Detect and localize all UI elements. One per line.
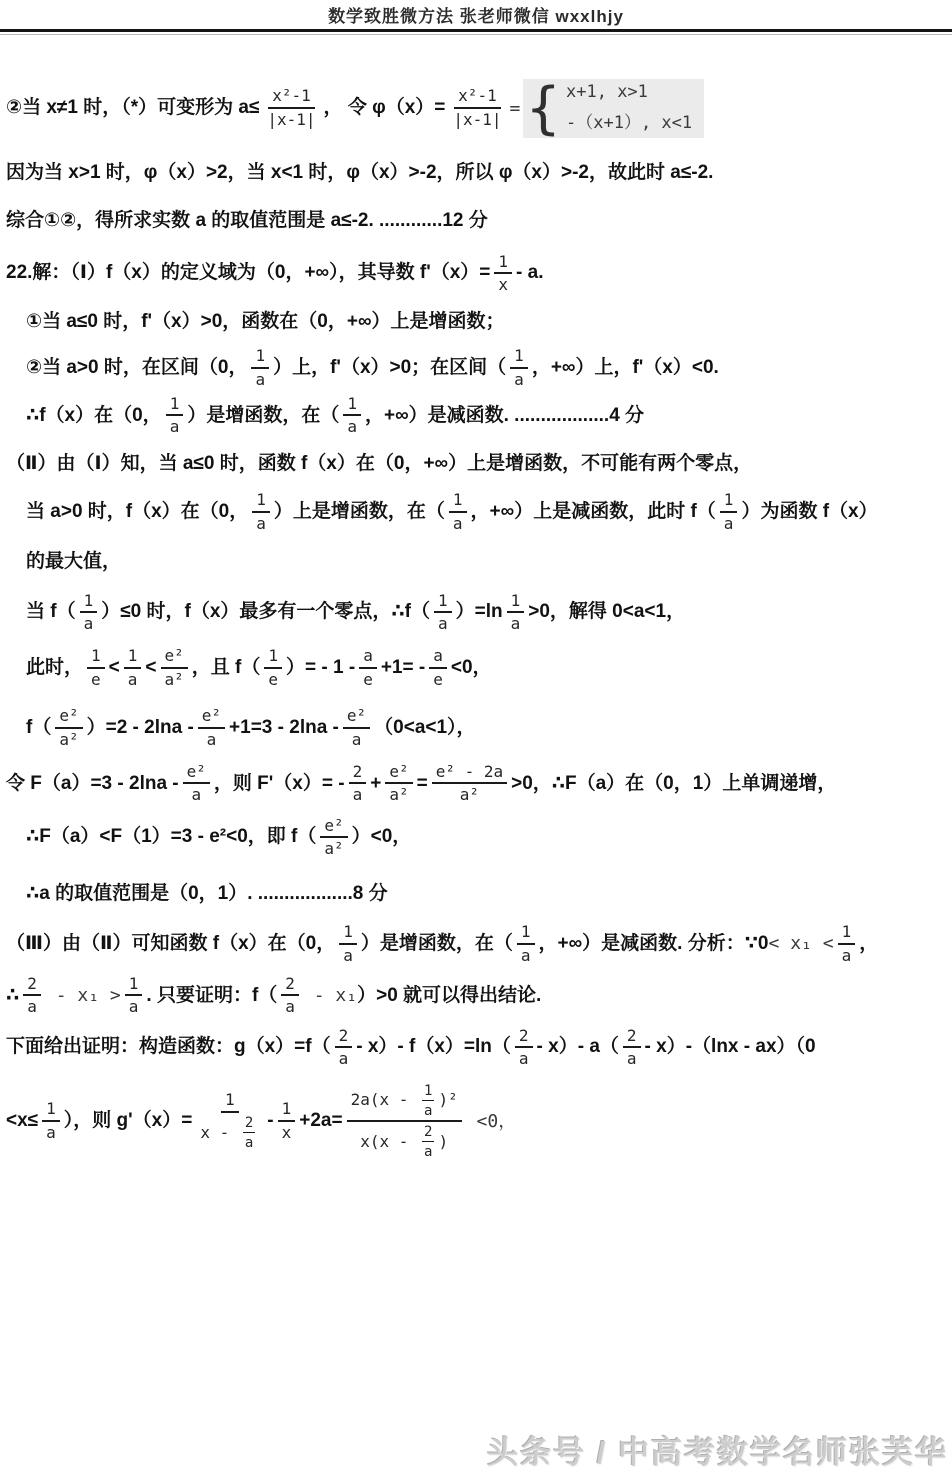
denominator: a bbox=[518, 1049, 529, 1069]
math-text: - x）- f（x）=ln（ bbox=[356, 1036, 511, 1058]
math-text: +2a= bbox=[299, 1109, 343, 1131]
denominator: a bbox=[169, 417, 180, 437]
numerator: 1 bbox=[422, 1083, 434, 1101]
fraction bbox=[278, 1100, 296, 1142]
numerator: e² bbox=[55, 707, 82, 728]
math-text: ）≤0 时，f（x）最多有一个零点，∴f（ bbox=[101, 601, 430, 623]
numerator: 1 bbox=[507, 592, 525, 613]
header-rule-thick bbox=[0, 29, 952, 32]
fraction bbox=[125, 975, 143, 1017]
numerator: 1 bbox=[42, 1100, 60, 1121]
denominator: a bbox=[285, 997, 295, 1017]
fraction bbox=[241, 1115, 257, 1151]
line-17 bbox=[6, 921, 952, 967]
denominator: x bbox=[281, 1122, 292, 1142]
numerator: 1 bbox=[434, 592, 452, 613]
denominator: a bbox=[256, 513, 266, 533]
fraction bbox=[359, 647, 377, 689]
fraction bbox=[320, 817, 347, 859]
denominator: a bbox=[452, 513, 463, 533]
line-18 bbox=[6, 973, 952, 1019]
numerator: 1 bbox=[510, 347, 528, 368]
denominator: a bbox=[343, 945, 353, 965]
numerator: 1 bbox=[124, 647, 142, 668]
math-text: （0<a<1）， bbox=[374, 716, 476, 738]
numerator: 2 bbox=[281, 975, 299, 996]
math-text: - bbox=[267, 1109, 274, 1131]
denominator: a bbox=[83, 614, 94, 634]
numerator: a bbox=[359, 647, 377, 668]
math-text: ）<0， bbox=[351, 826, 412, 848]
math-text: ）是增函数，在（ bbox=[187, 404, 340, 426]
fraction bbox=[434, 592, 452, 634]
numerator: 1 bbox=[278, 1100, 296, 1121]
fraction bbox=[263, 87, 319, 129]
line-6 bbox=[6, 345, 952, 391]
numerator: 1 bbox=[264, 647, 282, 668]
line-15 bbox=[6, 815, 952, 861]
denominator: |x-1| bbox=[267, 109, 316, 129]
numerator: 1 bbox=[449, 491, 467, 512]
math-text: ∴a 的取值范围是（0，1）. ..................8 分 bbox=[26, 882, 388, 904]
fraction bbox=[385, 763, 412, 805]
math-text: ）>0 就可以得出结论. bbox=[357, 984, 542, 1006]
math-text: ) bbox=[438, 1131, 449, 1151]
numerator: 2 bbox=[623, 1027, 641, 1048]
math-text: = bbox=[416, 772, 428, 794]
math-text: ②当 x≠1 时，（*）可变形为 a≤ bbox=[6, 97, 260, 118]
numerator: 1 bbox=[251, 347, 269, 368]
math-text: ）=ln bbox=[455, 601, 503, 623]
numerator: 1 bbox=[80, 592, 98, 613]
numerator: e² bbox=[385, 763, 412, 784]
math-text: = bbox=[509, 97, 521, 119]
numerator: e² - 2a bbox=[432, 763, 507, 784]
line-10 bbox=[6, 549, 952, 576]
denominator: a² bbox=[324, 839, 344, 859]
fraction bbox=[161, 647, 188, 689]
numerator: e² bbox=[161, 647, 188, 668]
fraction bbox=[264, 647, 282, 689]
cases-row: -（x+1）, x<1 bbox=[566, 112, 693, 133]
math-text: ）上，f'（x）>0；在区间（ bbox=[273, 356, 507, 378]
numerator bbox=[347, 1083, 462, 1122]
denominator: a bbox=[128, 997, 139, 1017]
header-title: 数学致胜微方法 张老师微信 wxxlhjy bbox=[328, 7, 624, 26]
numerator: 1 bbox=[494, 253, 512, 274]
denominator: a bbox=[191, 785, 202, 805]
denominator: a bbox=[127, 669, 138, 689]
math-text: < bbox=[108, 657, 120, 679]
line-5 bbox=[6, 309, 952, 336]
denominator: e bbox=[91, 669, 101, 689]
denominator: a bbox=[520, 945, 531, 965]
math-text: ，则 F'（x）= - bbox=[213, 772, 345, 794]
math-text: - x₁ bbox=[302, 985, 358, 1007]
math-text: 当 f（ bbox=[26, 601, 76, 623]
numerator: a bbox=[429, 647, 447, 668]
fraction bbox=[420, 1083, 436, 1119]
denominator bbox=[196, 1113, 263, 1151]
math-text: ，+∞）上，f'（x）<0. bbox=[531, 356, 719, 378]
fraction bbox=[515, 1027, 533, 1069]
fraction bbox=[720, 491, 738, 533]
line-8 bbox=[6, 451, 952, 478]
denominator: a bbox=[437, 614, 448, 634]
fraction bbox=[343, 707, 370, 749]
math-text: 的最大值， bbox=[26, 551, 122, 573]
denominator: a bbox=[723, 513, 734, 533]
math-text: )² bbox=[438, 1090, 458, 1110]
fraction bbox=[623, 1027, 641, 1069]
fraction bbox=[432, 763, 507, 805]
math-text: 综合①②，得所求实数 a 的取值范围是 a≤-2. ............12 分 bbox=[6, 210, 488, 232]
fraction bbox=[838, 923, 856, 965]
math-text: 因为当 x>1 时，φ（x）>2，当 x<1 时，φ（x）>-2，所以 φ（x）>-2，故此时 a≤-2. bbox=[6, 161, 714, 183]
fraction bbox=[198, 707, 225, 749]
denominator: a bbox=[206, 729, 217, 749]
fraction bbox=[343, 395, 361, 437]
math-text: f（ bbox=[26, 716, 52, 738]
fraction bbox=[124, 647, 142, 689]
line-9 bbox=[6, 489, 952, 535]
fraction bbox=[510, 347, 528, 389]
line-1 bbox=[6, 75, 952, 141]
fraction bbox=[183, 763, 210, 805]
denominator: a bbox=[424, 1102, 433, 1119]
denominator bbox=[356, 1122, 452, 1160]
fraction bbox=[494, 253, 512, 295]
denominator: a bbox=[510, 614, 521, 634]
fraction bbox=[23, 975, 41, 1017]
math-text: ，+∞）上是减函数，此时 f（ bbox=[470, 500, 716, 522]
math-text: 22.解：（Ⅰ）f（x）的定义域为（0，+∞），其导数 f'（x）= bbox=[6, 262, 491, 284]
header-rule-thin bbox=[0, 34, 952, 35]
line-12 bbox=[6, 645, 952, 691]
fraction bbox=[252, 491, 270, 533]
fraction bbox=[281, 975, 299, 1017]
math-text: （Ⅱ）由（Ⅰ）知，当 a≤0 时，函数 f（x）在（0，+∞）上是增函数，不可能有两个零点， bbox=[6, 452, 753, 474]
numerator: x²-1 bbox=[268, 87, 315, 108]
fraction bbox=[449, 87, 505, 129]
math-text: ，+∞）是减函数. 分析：∵0 bbox=[538, 932, 769, 954]
denominator: e bbox=[363, 669, 373, 689]
math-text: > bbox=[109, 985, 121, 1007]
math-text: < bbox=[822, 933, 834, 955]
math-text: >0，∴F（a）在（0，1）上单调递增， bbox=[511, 772, 837, 794]
numerator: 1 bbox=[125, 975, 143, 996]
denominator: a bbox=[626, 1049, 637, 1069]
numerator: e² bbox=[198, 707, 225, 728]
math-text: - x）- a（ bbox=[536, 1036, 619, 1058]
math-text: ，+∞）是减函数. ..................4 分 bbox=[364, 404, 645, 426]
math-text: x - bbox=[200, 1122, 239, 1142]
line-2 bbox=[6, 160, 952, 187]
numerator: 1 bbox=[517, 923, 535, 944]
math-text: ，且 f（ bbox=[191, 657, 261, 679]
denominator: x bbox=[498, 275, 509, 295]
denominator: a bbox=[352, 785, 363, 805]
line-3 bbox=[6, 208, 952, 235]
math-text: x(x - bbox=[360, 1131, 418, 1151]
numerator: e² bbox=[343, 707, 370, 728]
math-text: ）是增函数，在（ bbox=[360, 932, 513, 954]
numerator: 2 bbox=[23, 975, 41, 996]
denominator: a bbox=[244, 1134, 254, 1151]
numerator: x²-1 bbox=[454, 87, 501, 108]
fraction bbox=[507, 592, 525, 634]
page-header bbox=[0, 0, 952, 35]
line-13 bbox=[6, 705, 952, 751]
numerator: 1 bbox=[166, 395, 184, 416]
math-text: 当 a>0 时，f（x）在（0， bbox=[26, 500, 249, 522]
numerator: 1 bbox=[87, 647, 105, 668]
line-16 bbox=[6, 881, 952, 908]
fraction bbox=[339, 923, 357, 965]
denominator: a² bbox=[459, 785, 480, 805]
denominator: a² bbox=[164, 669, 184, 689]
math-text: +1=3 - 2lna - bbox=[229, 716, 339, 738]
numerator: 2 bbox=[243, 1115, 255, 1133]
math-text: + bbox=[370, 772, 382, 794]
denominator: a bbox=[841, 945, 852, 965]
math-text: ）=2 - 2lna - bbox=[86, 716, 194, 738]
math-text: ），则 g'（x）= bbox=[63, 1109, 193, 1131]
denominator: |x-1| bbox=[453, 109, 502, 129]
math-text: <0， bbox=[465, 1110, 517, 1132]
math-text: ①当 a≤0 时，f'（x）>0，函数在（0，+∞）上是增函数； bbox=[26, 310, 505, 332]
denominator: a² bbox=[59, 729, 79, 749]
denominator: a bbox=[351, 729, 362, 749]
math-text: < bbox=[145, 657, 157, 679]
fraction bbox=[196, 1091, 263, 1151]
math-text: ②当 a>0 时，在区间（0， bbox=[26, 356, 248, 378]
line-7 bbox=[6, 393, 952, 439]
numerator: 1 bbox=[838, 923, 856, 944]
math-text: +1= - bbox=[380, 657, 426, 679]
math-text: - x₁ bbox=[44, 985, 110, 1007]
denominator: a bbox=[46, 1122, 56, 1142]
content bbox=[0, 75, 952, 1162]
math-text: ）= - 1 - bbox=[286, 657, 356, 679]
math-text: - x）-（lnx - ax）（0 bbox=[644, 1036, 816, 1058]
denominator: a² bbox=[389, 785, 409, 805]
math-text: 下面给出证明：构造函数：g（x）=f（ bbox=[6, 1036, 331, 1058]
fraction bbox=[517, 923, 535, 965]
math-text: x₁ bbox=[779, 933, 823, 955]
math-text: ， 令 φ（x）= bbox=[323, 97, 446, 118]
math-text: ）上是增函数，在（ bbox=[273, 500, 445, 522]
fraction bbox=[429, 647, 447, 689]
line-14 bbox=[6, 761, 952, 807]
line-20 bbox=[6, 1081, 952, 1162]
math-text: <x≤ bbox=[6, 1109, 39, 1131]
math-text: ∴F（a）<F（1）=3 - e²<0，即 f（ bbox=[26, 826, 317, 848]
math-text: ∴f（x）在（0， bbox=[26, 404, 162, 426]
numerator: 2 bbox=[515, 1027, 533, 1048]
numerator: e² bbox=[320, 817, 347, 838]
math-text: . 只要证明：f（ bbox=[146, 984, 278, 1006]
numerator: 1 bbox=[252, 491, 270, 512]
math-text: >0，解得 0<a<1， bbox=[528, 601, 686, 623]
numerator: 2 bbox=[422, 1124, 434, 1142]
fraction bbox=[80, 592, 98, 634]
denominator: e bbox=[268, 669, 279, 689]
fraction bbox=[420, 1124, 436, 1160]
numerator: 1 bbox=[720, 491, 738, 512]
denominator: a bbox=[27, 997, 37, 1017]
fraction bbox=[166, 395, 184, 437]
denominator: a bbox=[424, 1143, 433, 1160]
fraction bbox=[349, 763, 367, 805]
math-text: ， bbox=[859, 932, 879, 954]
math-text: （Ⅲ）由（Ⅱ）可知函数 f（x）在（0， bbox=[6, 932, 336, 954]
fraction bbox=[55, 707, 82, 749]
cases-rows bbox=[566, 81, 692, 136]
math-text: ∴ bbox=[6, 984, 20, 1006]
math-text: 2a(x - bbox=[350, 1090, 419, 1110]
math-text: < bbox=[768, 933, 780, 955]
cases-row: x+1, x>1 bbox=[566, 82, 648, 102]
math-text: 令 F（a）=3 - 2lna - bbox=[6, 772, 179, 794]
watermark: 头条号 / 中高考数学名师张芙华 bbox=[487, 1435, 948, 1470]
math-text: <0， bbox=[450, 657, 492, 679]
numerator: 2 bbox=[349, 763, 367, 784]
numerator: 2 bbox=[335, 1027, 353, 1048]
left-brace-icon: { bbox=[525, 75, 562, 141]
fraction bbox=[42, 1100, 60, 1142]
line-19 bbox=[6, 1025, 952, 1071]
numerator: 1 bbox=[339, 923, 357, 944]
denominator: a bbox=[255, 369, 266, 389]
fraction bbox=[347, 1083, 462, 1160]
fraction bbox=[87, 647, 105, 689]
math-text: ）为函数 f（x） bbox=[741, 500, 878, 522]
fraction bbox=[335, 1027, 353, 1069]
numerator: 1 bbox=[343, 395, 361, 416]
numerator: 1 bbox=[221, 1091, 239, 1112]
denominator: a bbox=[338, 1049, 349, 1069]
line-4 bbox=[6, 251, 952, 297]
denominator: a bbox=[514, 369, 524, 389]
piecewise-cases bbox=[523, 75, 704, 141]
fraction bbox=[251, 347, 269, 389]
math-text: 此时， bbox=[26, 657, 84, 679]
denominator: e bbox=[433, 669, 443, 689]
math-text: - a. bbox=[516, 262, 544, 284]
line-11 bbox=[6, 590, 952, 636]
fraction bbox=[449, 491, 467, 533]
numerator: e² bbox=[183, 763, 210, 784]
denominator: a bbox=[347, 417, 357, 437]
